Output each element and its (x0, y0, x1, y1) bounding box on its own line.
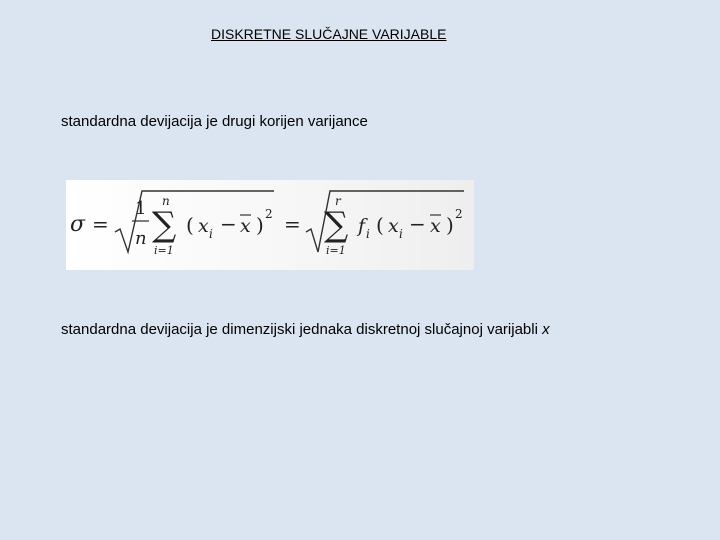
formula-x-i-1: x (198, 215, 209, 237)
sum-upper-limit-2: r (335, 194, 341, 208)
subscript-i-2: i (399, 227, 403, 241)
definition-term: standardna devijacija (61, 113, 202, 130)
slide-title: DISKRETNE SLUČAJNE VARIJABLE (211, 26, 447, 42)
summation-sign-2: ∑ (324, 205, 349, 245)
sum-upper-limit-1: n (162, 194, 170, 208)
formula-x-bar-2: x (430, 215, 441, 237)
exponent-2-1: 2 (265, 207, 273, 221)
subscript-i-1: i (209, 227, 213, 241)
formula-x-i-2: x (388, 215, 399, 237)
paren-open-2: ( (376, 213, 384, 237)
paren-close-1: ) (256, 213, 264, 237)
std-deviation-formula (66, 180, 474, 270)
paren-close-2: ) (446, 213, 454, 237)
dimension-sentence: standardna devijacija je dimenzijski jednaka diskretnoj slučajnoj varijabli (61, 321, 543, 338)
formula-one: 1 (135, 198, 147, 219)
sum-lower-limit-2: i=1 (326, 244, 346, 257)
definition-rest: je drugi korijen varijance (201, 113, 368, 130)
formula-x-bar-1: x (240, 215, 251, 237)
formula-sigma: σ (70, 212, 86, 237)
paren-open-1: ( (186, 213, 194, 237)
subscript-i-f: i (366, 227, 370, 241)
sum-lower-limit-1: i=1 (154, 244, 174, 257)
formula-equals-2: = (284, 212, 301, 236)
formula-minus-1: − (220, 212, 237, 236)
summation-sign-1: ∑ (152, 205, 177, 245)
formula-n-denominator: n (135, 228, 147, 249)
dimension-variable: x (542, 321, 550, 338)
formula-f: f (358, 215, 366, 237)
dimension-text (61, 321, 550, 338)
exponent-2-2: 2 (455, 207, 463, 221)
formula-minus-2: − (409, 212, 426, 236)
definition-text (61, 113, 368, 130)
formula-equals-1: = (92, 212, 109, 236)
